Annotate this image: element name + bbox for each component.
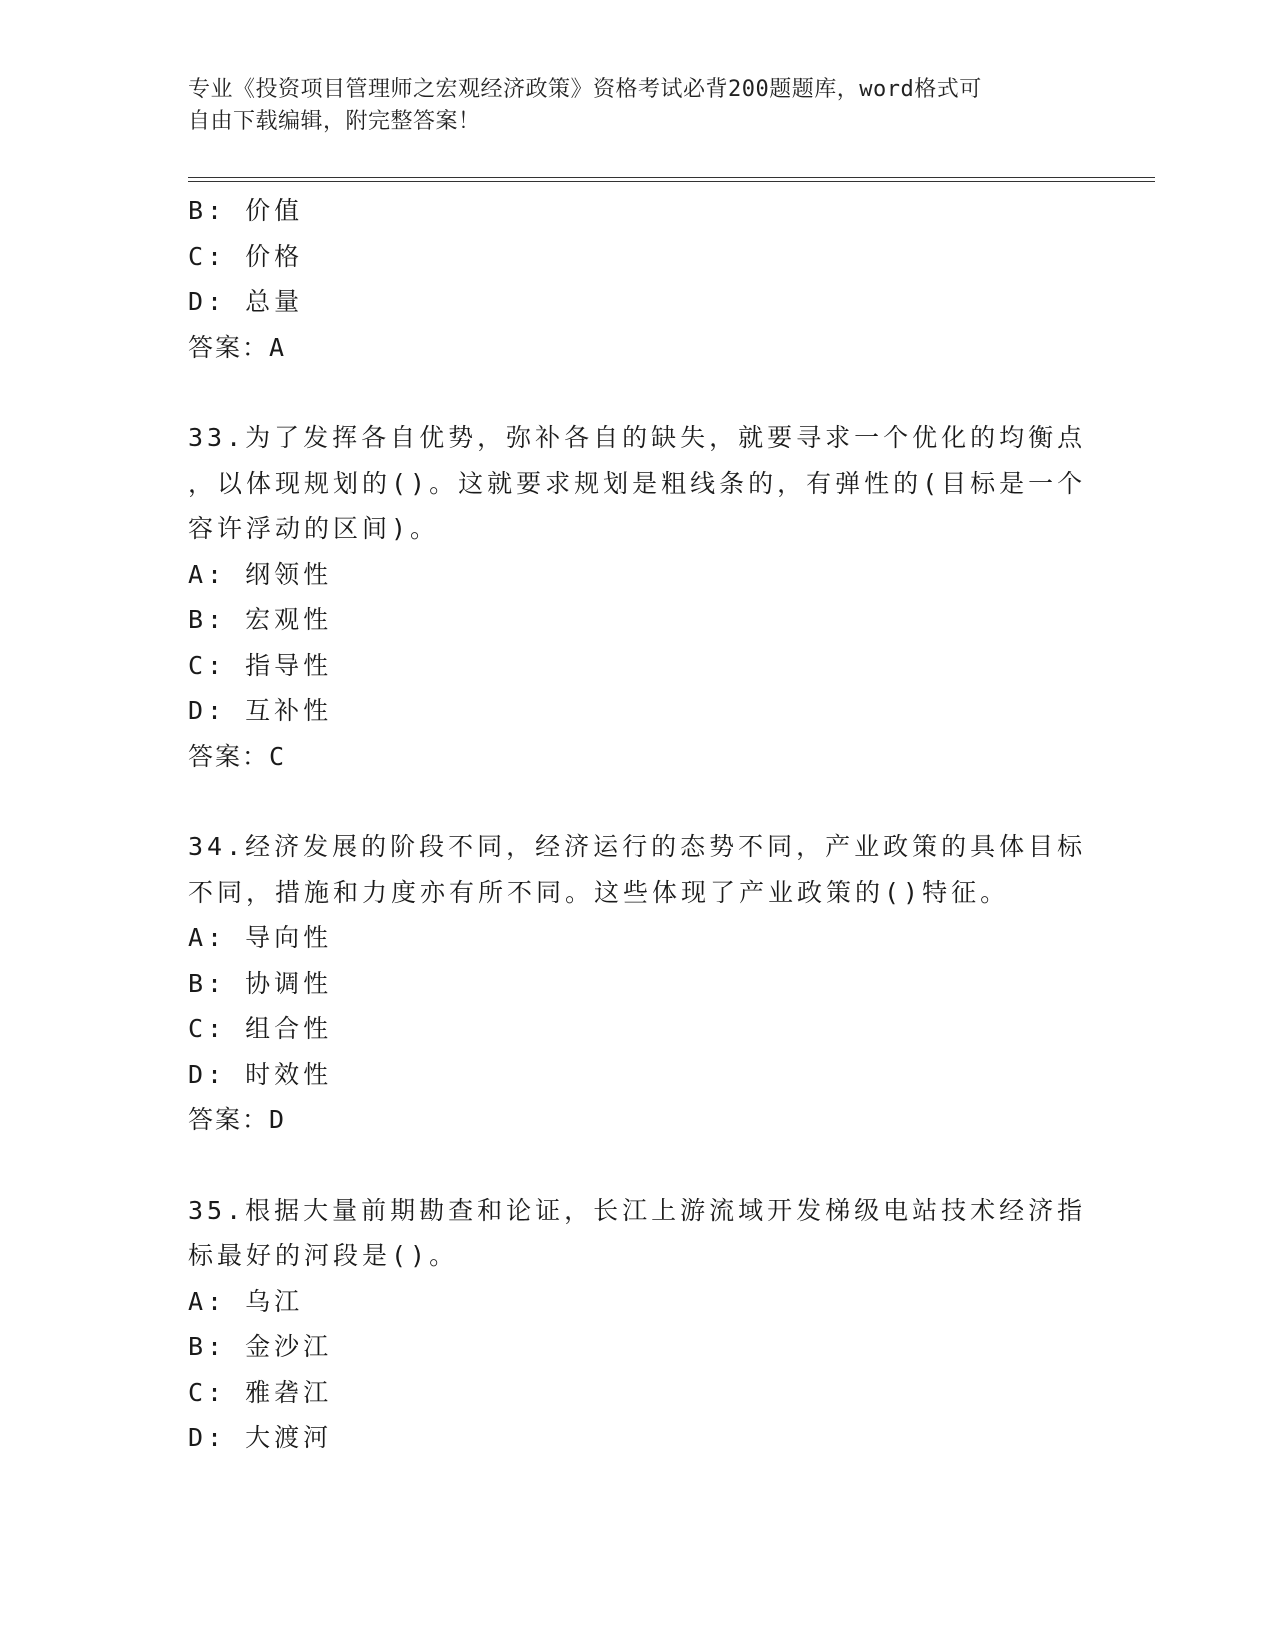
question-text-line: 标最好的河段是()。 <box>188 1241 459 1270</box>
answer-line: 答案：C <box>188 741 287 771</box>
option-c: C: 雅砻江 <box>188 1377 333 1407</box>
option-d: D: 时效性 <box>188 1059 333 1089</box>
page-header <box>188 74 1088 138</box>
option-c: C: 指导性 <box>188 650 333 680</box>
question-text <box>188 824 1088 915</box>
question-continued <box>188 188 1088 370</box>
option-c: C: 组合性 <box>188 1014 333 1043</box>
question-text-line: 34.经济发展的阶段不同，经济运行的态势不同，产业政策的具体目标 <box>188 832 1087 861</box>
question-text <box>188 415 1088 552</box>
option-b: B: 价值 <box>188 196 304 225</box>
header-divider <box>188 177 1155 182</box>
option-b: B: 宏观性 <box>188 605 333 634</box>
question-text <box>188 1188 1088 1279</box>
option-a: A: 纲领性 <box>188 559 333 589</box>
option-b: B: 协调性 <box>188 968 333 998</box>
question-33 <box>188 415 1088 779</box>
header-title-line-2: 自由下载编辑，附完整答案！ <box>188 109 481 134</box>
option-d: D: 互补性 <box>188 696 333 725</box>
spacer <box>188 779 1088 824</box>
answer-line: 答案：A <box>188 332 287 362</box>
question-list <box>188 188 1088 1461</box>
option-a: A: 导向性 <box>188 923 333 952</box>
option-c: C: 价格 <box>188 241 304 271</box>
question-text-line: 容许浮动的区间)。 <box>188 514 440 543</box>
spacer <box>188 370 1088 415</box>
option-d: D: 大渡河 <box>188 1423 333 1452</box>
question-34 <box>188 824 1088 1143</box>
option-d: D: 总量 <box>188 287 304 316</box>
question-35 <box>188 1188 1088 1461</box>
question-text-line: 35.根据大量前期勘查和论证，长江上游流域开发梯级电站技术经济指 <box>188 1195 1087 1225</box>
spacer <box>188 1143 1088 1188</box>
question-text-line: 33.为了发挥各自优势，弥补各自的缺失，就要寻求一个优化的均衡点 <box>188 423 1087 452</box>
option-a: A: 乌江 <box>188 1286 304 1316</box>
question-text-line: ，以体现规划的()。这就要求规划是粗线条的，有弹性的(目标是一个 <box>188 468 1087 498</box>
header-title-line-1: 专业《投资项目管理师之宏观经济政策》资格考试必背200题题库，word格式可 <box>188 77 982 102</box>
option-b: B: 金沙江 <box>188 1332 333 1361</box>
answer-line: 答案：D <box>188 1105 287 1134</box>
question-text-line: 不同，措施和力度亦有所不同。这些体现了产业政策的()特征。 <box>188 877 1010 907</box>
